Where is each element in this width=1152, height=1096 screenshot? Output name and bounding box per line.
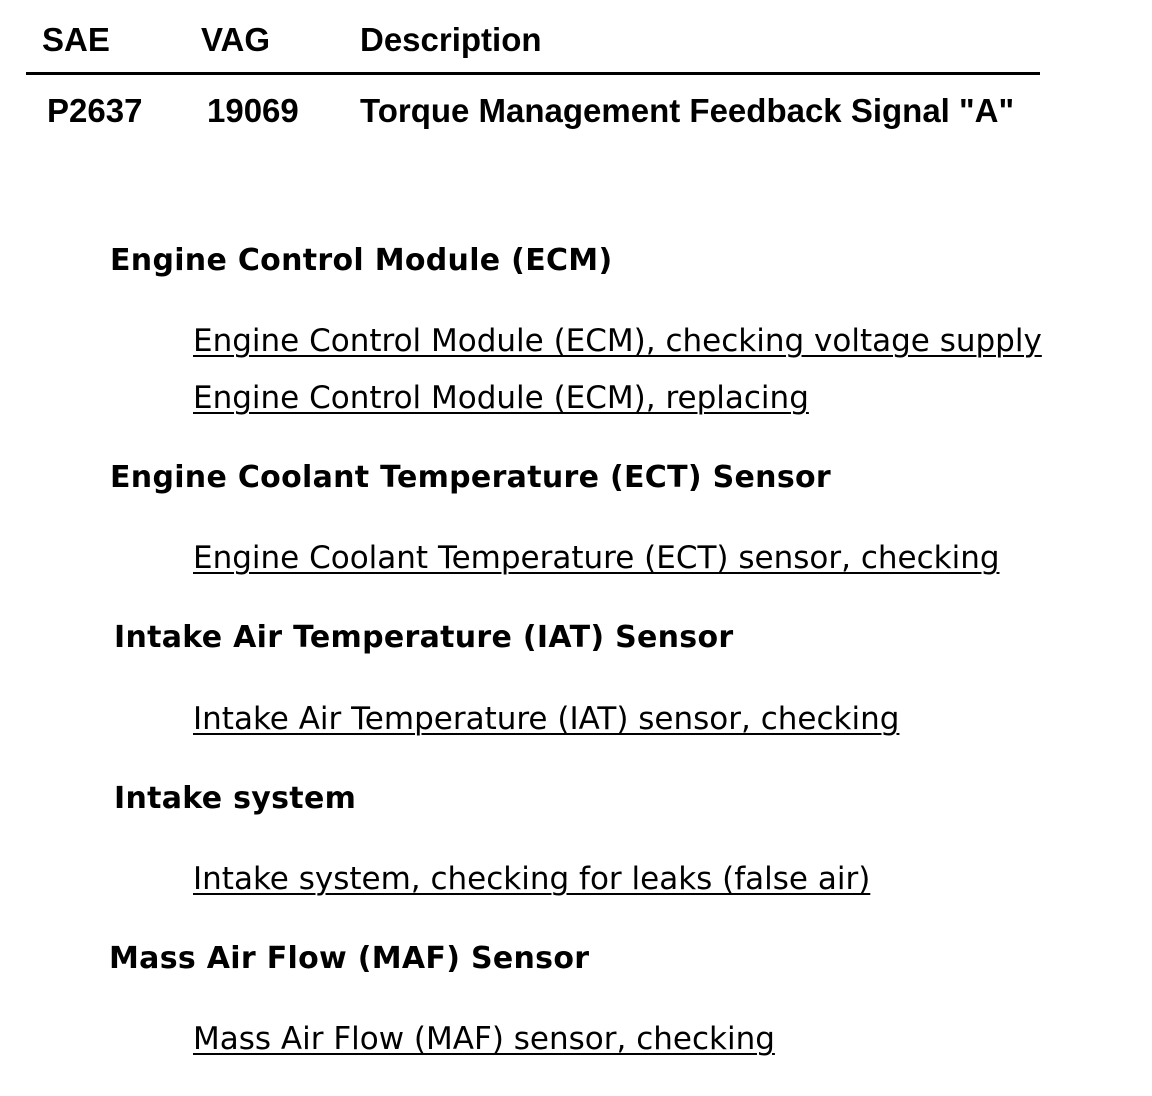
section-heading-iat-sensor: Intake Air Temperature (IAT) Sensor	[114, 620, 734, 655]
column-header-vag: VAG	[201, 21, 271, 58]
column-header-sae: SAE	[42, 21, 110, 58]
column-header-description: Description	[360, 21, 542, 58]
link-ect-sensor-checking[interactable]: Engine Coolant Temperature (ECT) sensor, checking	[193, 540, 1000, 576]
link-ecm-replacing[interactable]: Engine Control Module (ECM), replacing	[193, 380, 809, 416]
section-heading-intake-system: Intake system	[114, 781, 357, 816]
link-iat-sensor-checking[interactable]: Intake Air Temperature (IAT) sensor, checking	[193, 701, 900, 737]
fault-description: Torque Management Feedback Signal "A"	[360, 92, 1015, 129]
link-maf-sensor-checking[interactable]: Mass Air Flow (MAF) sensor, checking	[193, 1021, 775, 1057]
vag-code: 19069	[207, 92, 299, 129]
sae-code: P2637	[47, 92, 143, 129]
section-heading-ecm: Engine Control Module (ECM)	[110, 243, 613, 278]
link-intake-system-checking-leaks[interactable]: Intake system, checking for leaks (false air)	[193, 861, 871, 897]
link-ecm-checking-voltage-supply[interactable]: Engine Control Module (ECM), checking voltage supply	[193, 323, 1042, 359]
section-heading-maf-sensor: Mass Air Flow (MAF) Sensor	[109, 941, 590, 976]
header-divider	[26, 72, 1040, 75]
section-heading-ect-sensor: Engine Coolant Temperature (ECT) Sensor	[110, 460, 832, 495]
